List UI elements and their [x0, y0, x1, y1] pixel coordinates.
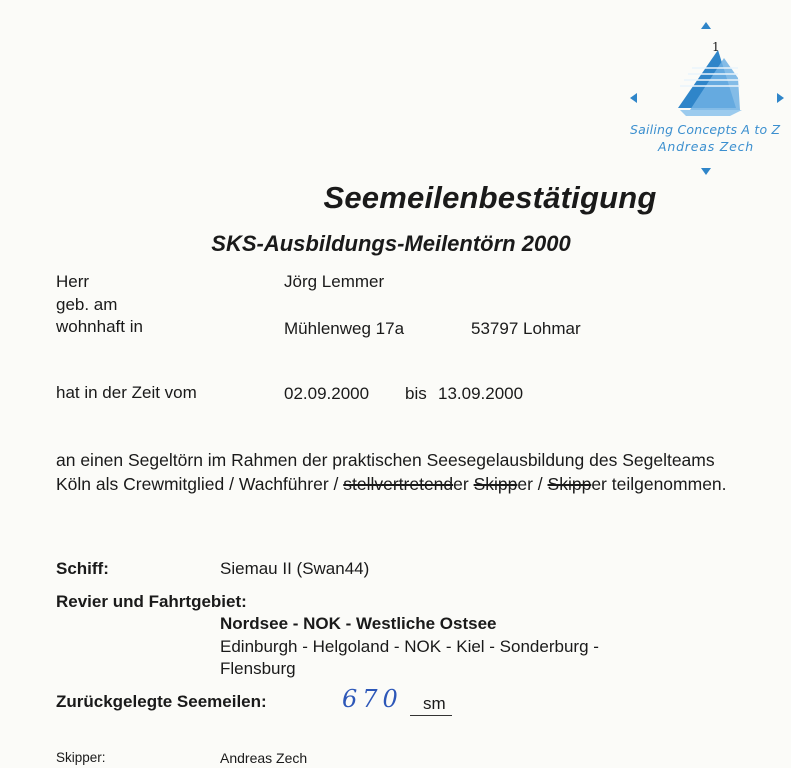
area-route-line1: Edinburgh - Helgoland - NOK - Kiel - Sonderburg -: [220, 637, 599, 656]
area-region: Nordsee - NOK - Westliche Ostsee: [220, 614, 497, 633]
period-to-label: bis: [405, 384, 427, 403]
company-logo: [620, 18, 791, 183]
arrow-down-icon: [701, 168, 711, 175]
paragraph-part3: er /: [517, 474, 548, 494]
residence-label: wohnhaft in: [56, 317, 143, 336]
paragraph-part2: er: [453, 474, 474, 494]
sail-logo-icon: [620, 18, 791, 183]
street: Mühlenweg 17a: [284, 319, 405, 338]
miles-unit: sm: [423, 694, 446, 713]
arrow-right-icon: [777, 93, 784, 103]
struck-skipper-2: Skipp: [547, 474, 592, 494]
page-subtitle: SKS-Ausbildungs-Meilentörn 2000: [211, 231, 571, 256]
paragraph-part4: er teilgenommen.: [591, 474, 727, 494]
ship-label: Schiff:: [56, 559, 109, 578]
skipper-name: Andreas Zech: [220, 750, 308, 766]
city: 53797 Lohmar: [471, 319, 581, 338]
arrow-left-icon: [630, 93, 637, 103]
person-name: Jörg Lemmer: [284, 272, 385, 291]
period-to: 13.09.2000: [438, 384, 524, 403]
period-from: 02.09.2000: [284, 384, 370, 403]
skipper-label: Skipper:: [56, 750, 106, 765]
ship-value: Siemau II (Swan44): [220, 559, 370, 578]
logo-name: Sailing Concepts A to Z: [630, 122, 781, 137]
salutation-label: Herr: [56, 272, 90, 291]
struck-role: stellvertretend: [343, 474, 454, 494]
logo-owner: Andreas Zech: [658, 139, 755, 154]
area-label: Revier und Fahrtgebiet:: [56, 592, 247, 611]
miles-underline: [410, 715, 452, 716]
area-route-line2: Flensburg: [220, 659, 296, 678]
arrow-up-icon: [701, 22, 711, 29]
participation-text: [56, 448, 746, 496]
page-title: Seemeilenbestätigung: [323, 180, 657, 215]
struck-skipper-1: Skipp: [473, 474, 518, 494]
period-label: hat in der Zeit vom: [56, 383, 197, 402]
birth-label: geb. am: [56, 295, 118, 314]
miles-label: Zurückgelegte Seemeilen:: [56, 692, 267, 711]
miles-value-handwritten: 670: [342, 685, 403, 713]
page-number: 1: [712, 40, 720, 54]
paragraph-part1: an einen Segeltörn im Rahmen der praktischen Seesegelausbildung des Segelteams Köln als Crewmitglied / Wachführer /: [56, 450, 715, 494]
